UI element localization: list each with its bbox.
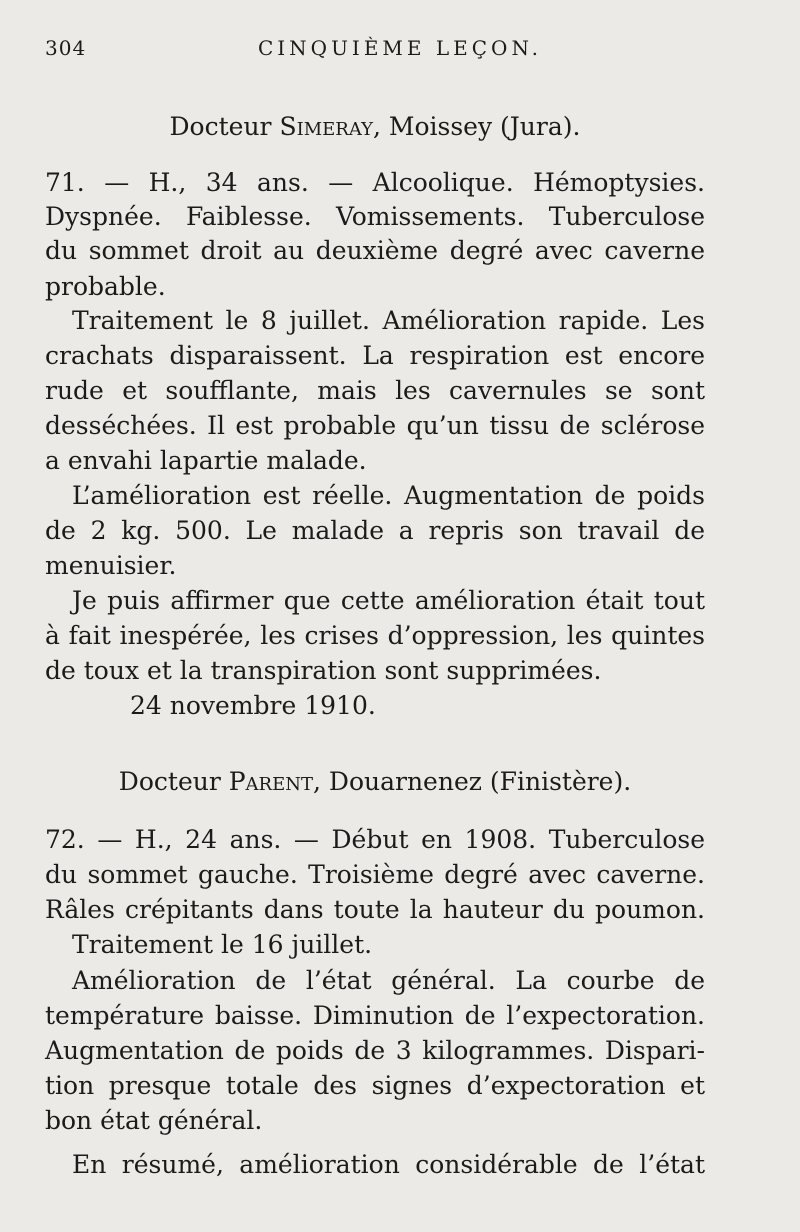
running-title: CINQUIÈME LEÇON.: [257, 36, 543, 60]
page-number: 304: [45, 36, 87, 60]
text-line: rude et soufflante, mais les cavernules se sont: [45, 376, 705, 405]
text-line: de 2 kg. 500. Le malade a repris son travail de: [45, 516, 705, 545]
text-line: probable.: [45, 272, 166, 301]
text-line: Augmentation de poids de 3 kilogrammes. Dispari-: [45, 1036, 705, 1065]
page-header: [45, 36, 755, 70]
text-line: du sommet gauche. Troisième degré avec caverne.: [45, 860, 705, 889]
text-line: Dyspnée. Faiblesse. Vomissements. Tuberculose: [45, 202, 705, 231]
text-line: a envahi lapartie malade.: [45, 446, 367, 475]
text-line: 72. — H., 24 ans. — Début en 1908. Tuberculose: [45, 825, 705, 854]
text-line: de toux et la transpiration sont supprimées.: [45, 656, 602, 685]
text-line: Traitement le 16 juillet.: [72, 930, 373, 959]
text-line: Je puis affirmer que cette amélioration était tout: [72, 586, 705, 615]
text-line: tion presque totale des signes d’expectoration et: [45, 1071, 705, 1100]
text-line: crachats disparaissent. La respiration est encore: [45, 341, 705, 370]
text-line: desséchées. Il est probable qu’un tissu de sclérose: [45, 411, 705, 440]
doctor-name: Simeray: [279, 112, 373, 141]
date-line: 24 novembre 1910.: [130, 691, 376, 720]
text-line: Râles crépitants dans toute la hauteur du poumon.: [45, 895, 705, 924]
text-line: Amélioration de l’état général. La courbe de: [72, 966, 705, 995]
text-line: menuisier.: [45, 551, 177, 580]
section-heading-parent: Docteur Parent, Douarnenez (Finistère).: [118, 767, 632, 796]
text-line: Traitement le 8 juillet. Amélioration rapide. Les: [72, 306, 705, 335]
text-line: En résumé, amélioration considérable de l’état: [72, 1150, 705, 1179]
text-line: bon état général.: [45, 1106, 263, 1135]
section-heading-simeray: Docteur Simeray, Moissey (Jura).: [169, 112, 581, 141]
text-line: du sommet droit au deuxième degré avec caverne: [45, 236, 705, 265]
text-line: 71. — H., 34 ans. — Alcoolique. Hémoptysies.: [45, 168, 705, 197]
doctor-name: Parent: [228, 767, 314, 796]
text-line: température baisse. Diminution de l’expectoration.: [45, 1001, 705, 1030]
text-line: à fait inespérée, les crises d’oppression, les quintes: [45, 621, 705, 650]
text-line: L’amélioration est réelle. Augmentation de poids: [72, 481, 705, 510]
